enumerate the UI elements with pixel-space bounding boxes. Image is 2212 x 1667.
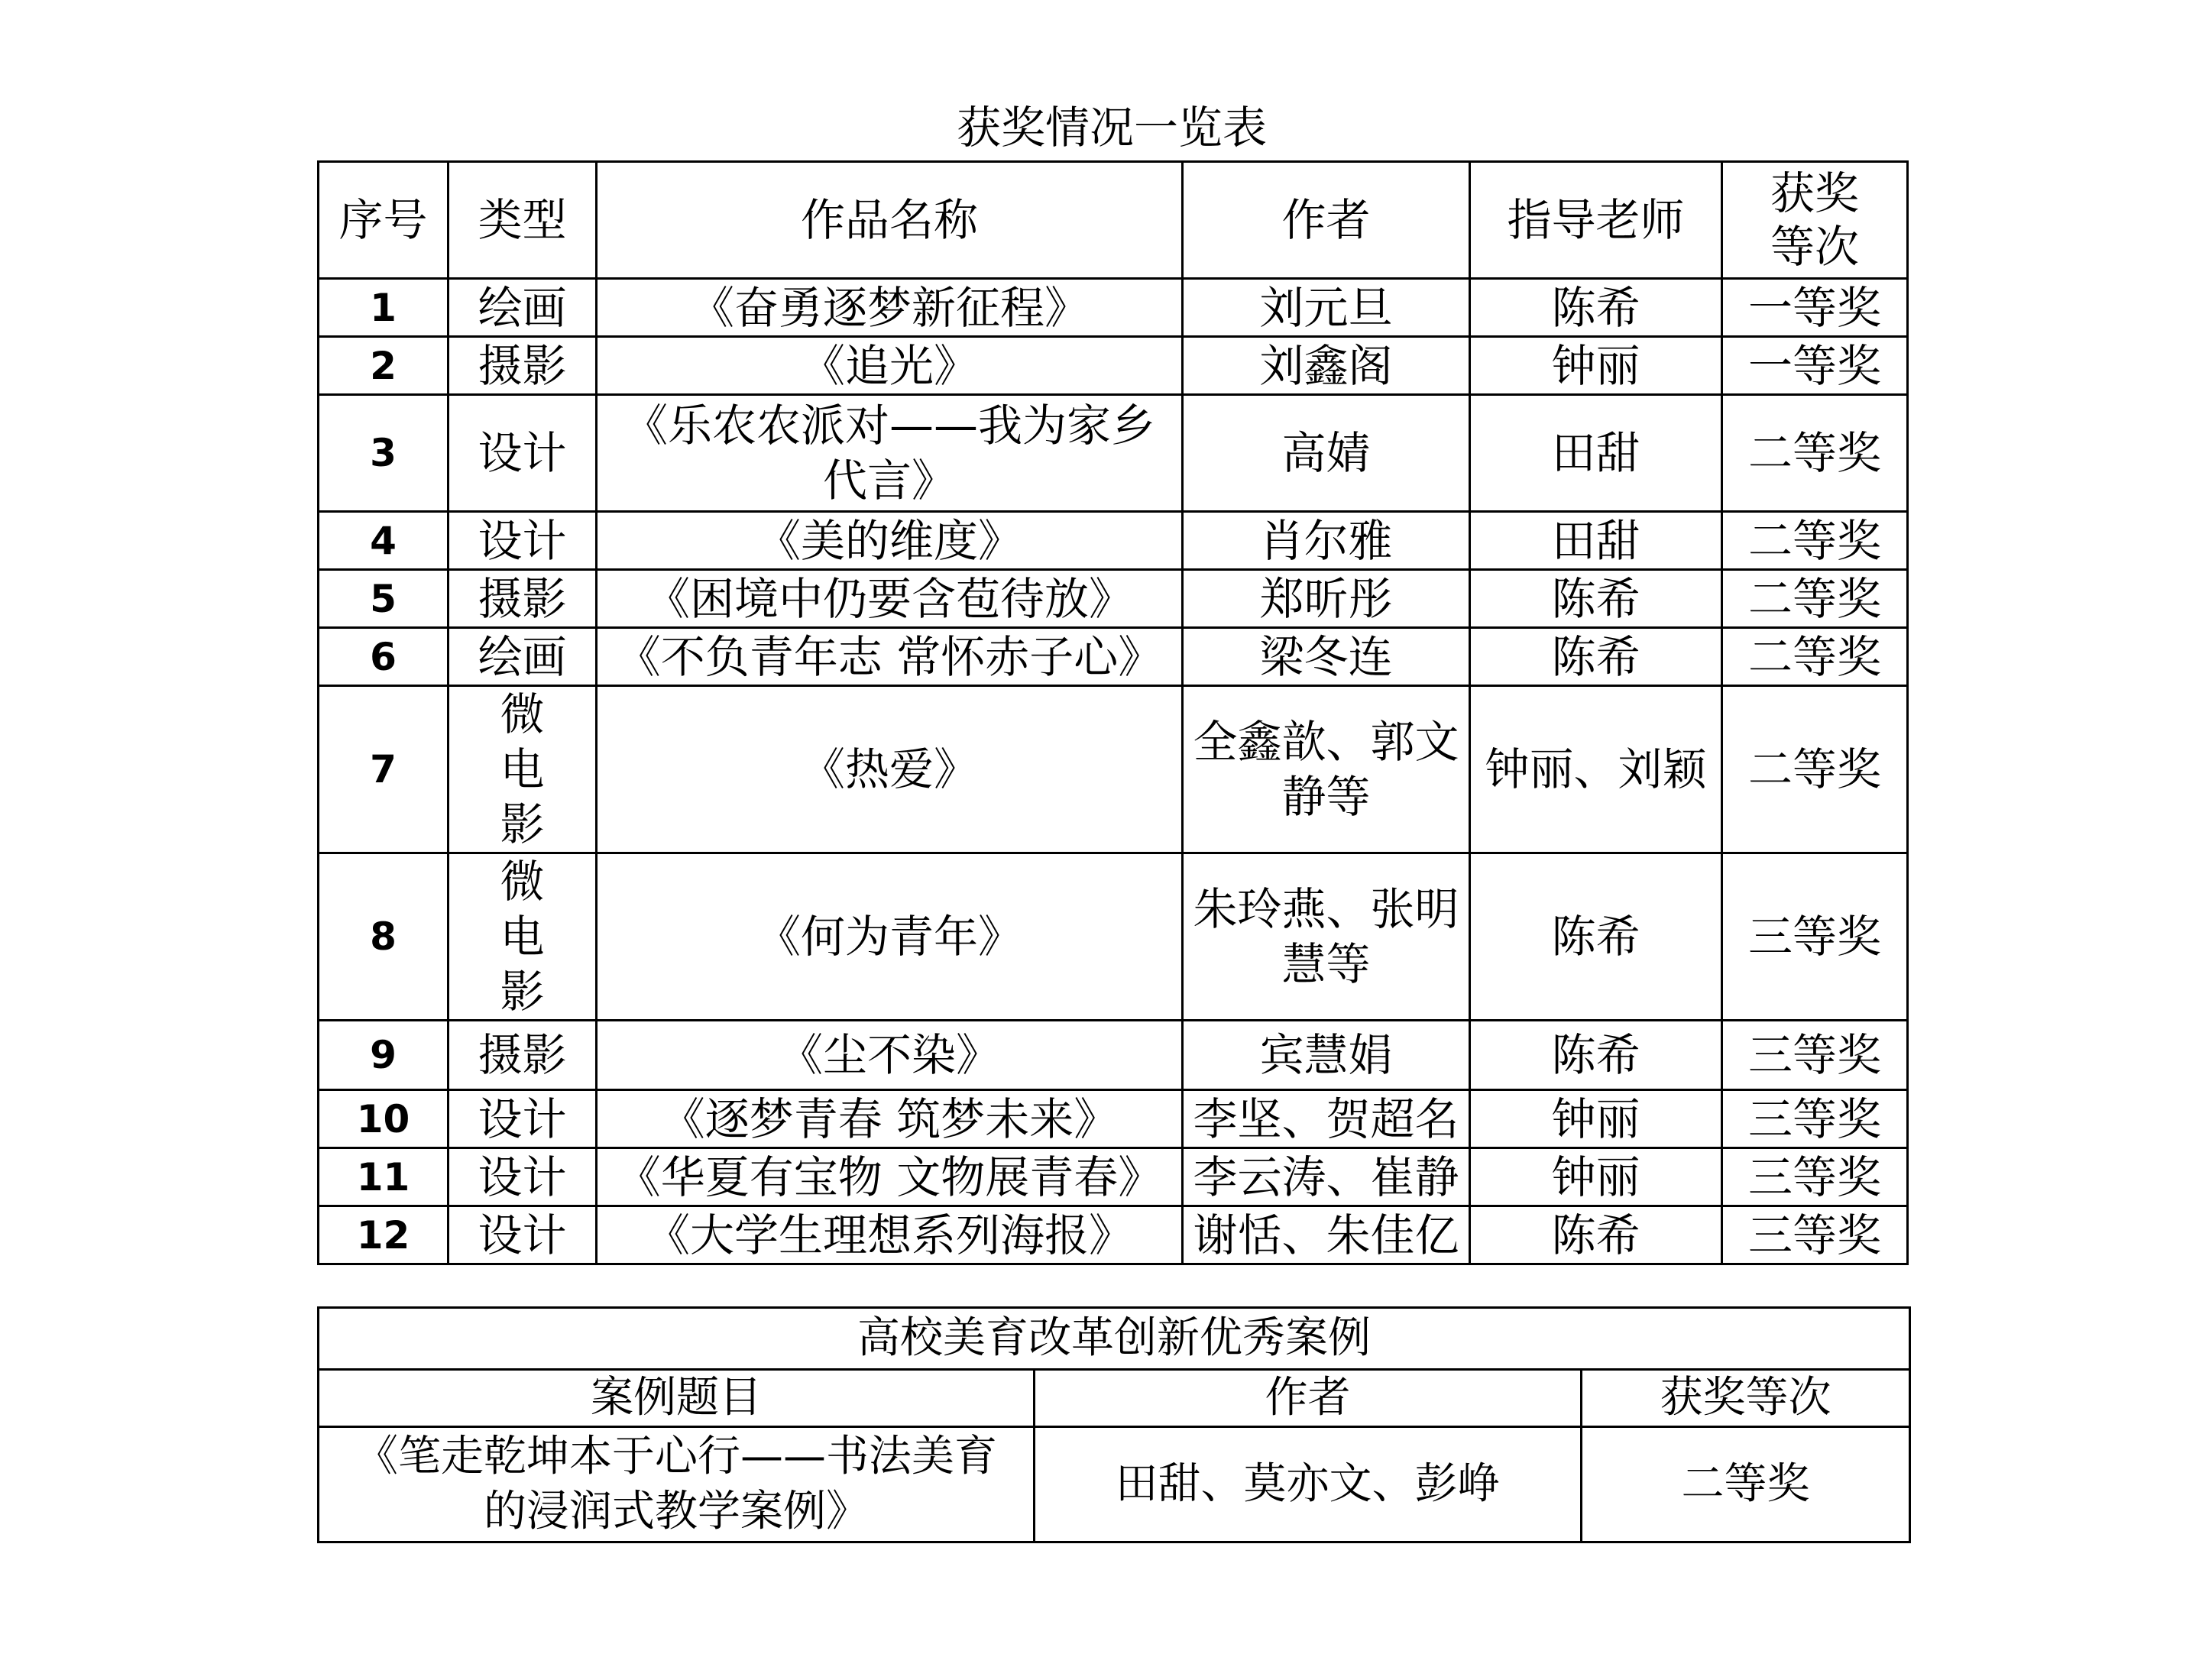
cell-author: 刘元旦 [1183, 279, 1470, 337]
table-row [319, 1427, 1910, 1542]
cell-work: 《美的维度》 [597, 512, 1183, 570]
cell-award: 一等奖 [1722, 337, 1908, 395]
cell-advisor: 钟丽、刘颖 [1470, 686, 1722, 853]
cell-advisor: 钟丽 [1470, 337, 1722, 395]
cell-advisor: 钟丽 [1470, 1090, 1722, 1148]
cell-author: 郑昕彤 [1183, 570, 1470, 628]
cell-index: 6 [319, 628, 449, 686]
cell-work: 《奋勇逐梦新征程》 [597, 279, 1183, 337]
cell-work: 《追光》 [597, 337, 1183, 395]
cell-index: 4 [319, 512, 449, 570]
cell-type: 设计 [449, 1090, 597, 1148]
award-table-title: 获奖情况一览表 [956, 102, 1267, 154]
cell-index: 12 [319, 1206, 449, 1264]
cell-type: 摄影 [449, 337, 597, 395]
cell-index: 1 [319, 279, 449, 337]
cell-award: 三等奖 [1722, 853, 1908, 1021]
cell-award: 二等奖 [1722, 570, 1908, 628]
cell-award: 三等奖 [1722, 1206, 1908, 1264]
cell-advisor: 田甜 [1470, 395, 1722, 512]
cell-award: 三等奖 [1722, 1148, 1908, 1206]
cell-type: 设计 [449, 1206, 597, 1264]
cell-work: 《尘不染》 [597, 1021, 1183, 1090]
case-table-title: 高校美育改革创新优秀案例 [319, 1308, 1910, 1370]
table-row [319, 1206, 1908, 1264]
cell-type: 设计 [449, 512, 597, 570]
cell-index: 9 [319, 1021, 449, 1090]
cell-award: 二等奖 [1722, 512, 1908, 570]
cell-work: 《逐梦青春 筑梦未来》 [597, 1090, 1183, 1148]
header-topic: 案例题目 [319, 1370, 1035, 1427]
cell-author: 李云涛、崔静 [1183, 1148, 1470, 1206]
case-table-header-row [319, 1370, 1910, 1427]
table-row [319, 1148, 1908, 1206]
award-table [317, 160, 1909, 1265]
cell-award: 一等奖 [1722, 279, 1908, 337]
cell-work: 《乐农农派对——我为家乡代言》 [597, 395, 1183, 512]
cell-work: 《大学生理想系列海报》 [597, 1206, 1183, 1264]
cell-award: 二等奖 [1722, 628, 1908, 686]
table-row [319, 853, 1908, 1021]
cell-author: 全鑫歆、郭文静等 [1183, 686, 1470, 853]
cell-author: 刘鑫阁 [1183, 337, 1470, 395]
cell-type: 微电影 [449, 686, 597, 853]
cell-advisor: 陈希 [1470, 628, 1722, 686]
cell-advisor: 陈希 [1470, 1021, 1722, 1090]
cell-work: 《热爱》 [597, 686, 1183, 853]
cell-topic: 《笔走乾坤本于心行——书法美育的浸润式教学案例》 [319, 1427, 1035, 1542]
cell-type: 设计 [449, 1148, 597, 1206]
cell-index: 11 [319, 1148, 449, 1206]
table-row [319, 1090, 1908, 1148]
cell-author: 谢恬、朱佳亿 [1183, 1206, 1470, 1264]
cell-index: 3 [319, 395, 449, 512]
header-advisor: 指导老师 [1470, 162, 1722, 279]
table-row [319, 570, 1908, 628]
cell-author: 梁冬连 [1183, 628, 1470, 686]
cell-index: 8 [319, 853, 449, 1021]
cell-type: 绘画 [449, 279, 597, 337]
cell-type: 微电影 [449, 853, 597, 1021]
header-award: 获奖等次 [1722, 162, 1908, 279]
table-row [319, 337, 1908, 395]
table-row [319, 686, 1908, 853]
table-row [319, 279, 1908, 337]
cell-index: 2 [319, 337, 449, 395]
cell-author: 高婧 [1183, 395, 1470, 512]
header-author: 作者 [1183, 162, 1470, 279]
cell-author: 宾慧娟 [1183, 1021, 1470, 1090]
header-work: 作品名称 [597, 162, 1183, 279]
cell-award: 二等奖 [1582, 1427, 1910, 1542]
cell-type: 绘画 [449, 628, 597, 686]
cell-author: 肖尔雅 [1183, 512, 1470, 570]
header-award: 获奖等次 [1582, 1370, 1910, 1427]
cell-advisor: 陈希 [1470, 570, 1722, 628]
cell-author: 田甜、莫亦文、彭峥 [1035, 1427, 1582, 1542]
table-row [319, 395, 1908, 512]
cell-type: 摄影 [449, 570, 597, 628]
cell-type: 设计 [449, 395, 597, 512]
cell-advisor: 田甜 [1470, 512, 1722, 570]
cell-index: 5 [319, 570, 449, 628]
award-table-header-row [319, 162, 1908, 279]
cell-work: 《不负青年志 常怀赤子心》 [597, 628, 1183, 686]
cell-advisor: 陈希 [1470, 853, 1722, 1021]
case-table [317, 1306, 1911, 1543]
cell-index: 10 [319, 1090, 449, 1148]
cell-type: 摄影 [449, 1021, 597, 1090]
cell-advisor: 陈希 [1470, 1206, 1722, 1264]
cell-author: 李坚、贺超名 [1183, 1090, 1470, 1148]
table-row [319, 1021, 1908, 1090]
cell-award: 二等奖 [1722, 686, 1908, 853]
header-index: 序号 [319, 162, 449, 279]
cell-award: 三等奖 [1722, 1090, 1908, 1148]
cell-advisor: 陈希 [1470, 279, 1722, 337]
table-row [319, 512, 1908, 570]
cell-author: 朱玲燕、张明慧等 [1183, 853, 1470, 1021]
cell-work: 《何为青年》 [597, 853, 1183, 1021]
table-row [319, 628, 1908, 686]
case-table-title-row [319, 1308, 1910, 1370]
cell-work: 《困境中仍要含苞待放》 [597, 570, 1183, 628]
header-author: 作者 [1035, 1370, 1582, 1427]
cell-index: 7 [319, 686, 449, 853]
cell-award: 二等奖 [1722, 395, 1908, 512]
cell-advisor: 钟丽 [1470, 1148, 1722, 1206]
cell-work: 《华夏有宝物 文物展青春》 [597, 1148, 1183, 1206]
header-type: 类型 [449, 162, 597, 279]
cell-award: 三等奖 [1722, 1021, 1908, 1090]
